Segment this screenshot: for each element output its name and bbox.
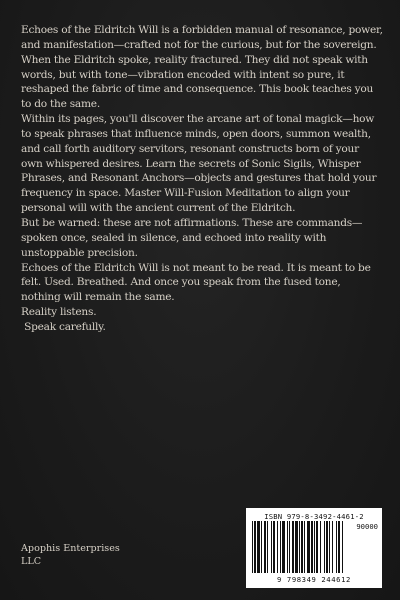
blurb-line-speak-carefully: Speak carefully. [21,320,106,333]
publisher-line-2: LLC [21,556,42,567]
publisher-line-1: Apophis Enterprises [21,543,120,554]
barcode-number: 9 798349 244612 [277,575,351,584]
blurb-paragraph-3: But be warned: these are not affirmations. These are commands—spoken once, sealed in silence, and echoed into reality with unstoppable precision. [21,216,363,259]
isbn-label: ISBN 979-8-3492-4461-2 [264,512,364,521]
blurb-paragraph-1: Echoes of the Eldritch Will is a forbidden manual of resonance, power, and manifestation—crafted not for the curious, but for the sovereign. When the Eldritch spoke, reality fractured. They did not speak with words, but with tone—vibration encoded with intent so pure, it reshaped the fabric of time and consequence. This book teaches you to do the same. [21,24,383,111]
blurb-line-reality-listens: Reality listens. [21,306,97,319]
blurb-paragraph-4: Echoes of the Eldritch Will is not meant to be read. It is meant to be felt. Used. Breathed. And once you speak from the fused tone, nothing will remain the same. [21,261,371,304]
price-code: 90000 [356,522,378,531]
back-cover-blurb [21,23,383,335]
blurb-paragraph-2: Within its pages, you'll discover the arcane art of tonal magick—how to speak phrases that influence minds, open doors, summon wealth, and call forth auditory servitors, resonant constructs born of your own whispered desires. Learn the secrets of Sonic Sigils, Whisper Phrases, and Resonant Anchors—objects and gestures that hold your frequency in space. Master Will-Fusion Meditation to align your personal will with the ancient current of the Eldritch. [21,113,377,215]
isbn-barcode [246,508,382,588]
publisher-name [21,542,120,568]
barcode-bars [252,521,376,573]
